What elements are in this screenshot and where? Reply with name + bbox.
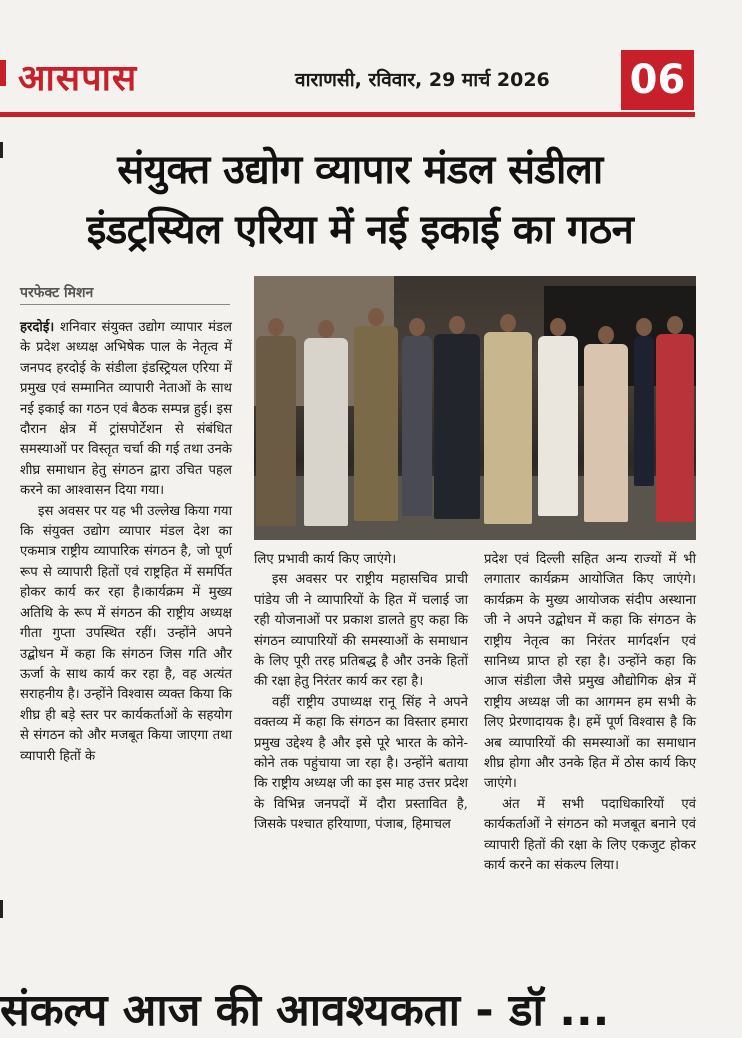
page-number: 06 [621,50,694,110]
photo-person [354,326,398,521]
photo-person [434,334,480,519]
photo-person [538,336,578,516]
photo-person [484,332,532,524]
photo-person [256,336,296,526]
headline-line-2: इंडट्रस्यिल एरिया में नई इकाई का गठन [86,207,634,253]
article-column-2 [254,550,468,836]
paragraph-text: शनिवार संयुक्त उद्योग व्यापार मंडल के प्रदेश अध्यक्ष अभिषेक पाल के नेतृत्व में जनपद हरदोई के संडीला इंडस्ट्रियल एरिया में प्रमुख एवं सम्मानित व्यापारी नेताओं के साथ नई इकाई का गठन एवं बैठक सम्पन्न हुई। इस दौरान क्षेत्र में ट्रांसपोर्टेशन से संबंधित समस्याओं पर विस्तृत चर्चा की गई तथा उनके शीघ्र समाधान हेतु संगठन द्वारा उचित पहल करने का आश्वासन दिया गया। [20,320,232,499]
headline [20,140,700,260]
photo-person [584,344,628,522]
photo-person [304,338,348,526]
photo-person [634,336,654,486]
masthead-rule [0,112,695,117]
lead-place: हरदोई। [20,320,55,335]
article-column-3 [484,550,696,877]
article-paragraph: अंत में सभी पदाधिकारियों एवं कार्यकर्ताओं ने संगठन को मजबूत बनाने एवं व्यापारी हितों की रक्षा के लिए एकजुट होकर कार्य करने का संकल्प लिया। [484,796,696,874]
article-paragraph: लिए प्रभावी कार्य किए जाएंगे। [254,552,397,567]
article-paragraph [20,318,232,502]
next-article-strip [0,970,742,1036]
headline-line-1: संयुक्त उद्योग व्यापार मंडल संडीला [117,147,603,193]
margin-mark [0,900,3,918]
masthead [0,0,742,118]
next-article-headline: संकल्प आज की आवश्यकता - डॉ ... [0,985,610,1036]
photo-person [402,336,432,516]
byline-rule [20,304,230,305]
dateline: वाराणसी, रविवार, 29 मार्च 2026 [295,69,550,91]
byline: परफेक्ट मिशन [20,285,94,301]
margin-mark [0,142,3,158]
article-paragraph: वहीं राष्ट्रीय उपाध्यक्ष रानू सिंह ने अपने वक्तव्य में कहा कि संगठन का विस्तार हमारा प्रमुख उद्देश्य है और इसे पूरे भारत के कोने-कोने तक पहुंचाया जा रहा है। उन्होंने बताया कि राष्ट्रीय अध्यक्ष जी का इस माह उत्तर प्रदेश के विभिन्न जनपदों में दौरा प्रस्तावित है, जिसके पश्चात हरियाणा, पंजाब, हिमाचल [254,694,468,833]
section-title: आसपास [18,58,138,99]
article-column-1 [20,318,232,767]
article-paragraph: प्रदेश एवं दिल्ली सहित अन्य राज्यों में भी लगातार कार्यक्रम आयोजित किए जाएंगे। कार्यक्रम के मुख्य आयोजक संदीप अस्थाना जी ने अपने उद्बोधन में कहा कि संगठन के राष्ट्रीय नेतृत्व का निरंतर मार्गदर्शन एवं सानिध्य प्राप्त हो रहा है। उन्होंने कहा कि आज संडीला जैसे प्रमुख औद्योगिक क्षेत्र में राष्ट्रीय अध्यक्ष जी का आगमन हम सभी के लिए प्रेरणादायक है। हमें पूर्ण विश्वास है कि अब व्यापारियों की समस्याओं का समाधान शीघ्र होगा और उनके हित में ठोस कार्य किए जाएंगे। [484,552,696,792]
group-photo [254,276,696,540]
photo-person [656,334,694,522]
article-paragraph: इस अवसर पर राष्ट्रीय महासचिव प्राची पांडेय जी ने व्यापारियों के हित में चलाई जा रही योजनाओं पर प्रकाश डालते हुए कहा कि संगठन व्यापारियों की समस्याओं के समाधान के लिए पूरी तरह प्रतिबद्ध है और उनके हितों की रक्षा हेतु निरंतर कार्य कर रहा है। [254,572,468,690]
section-marker [0,60,6,86]
article-paragraph: इस अवसर पर यह भी उल्लेख किया गया कि संयुक्त उद्योग व्यापार मंडल देश का एकमात्र राष्ट्रीय व्यापारिक संगठन है, जो पूर्ण रूप से व्यापारी हितों एवं राष्ट्रहित में समर्पित होकर कार्य कर रहा है।कार्यक्रम में मुख्य अतिथि के रूप में संगठन की राष्ट्रीय अध्यक्ष गीता गुप्ता उपस्थित रहीं। उन्होंने अपने उद्बोधन में कहा कि संगठन जिस गति और ऊर्जा के साथ कार्य कर रहा है, वह अत्यंत सराहनीय है। उन्होंने विश्वास व्यक्त किया कि शीघ्र ही बड़े स्तर पर कार्यकर्ताओं के सहयोग से संगठन को और मजबूत किया जाएगा तथा व्यापारी हितों के [20,503,232,764]
